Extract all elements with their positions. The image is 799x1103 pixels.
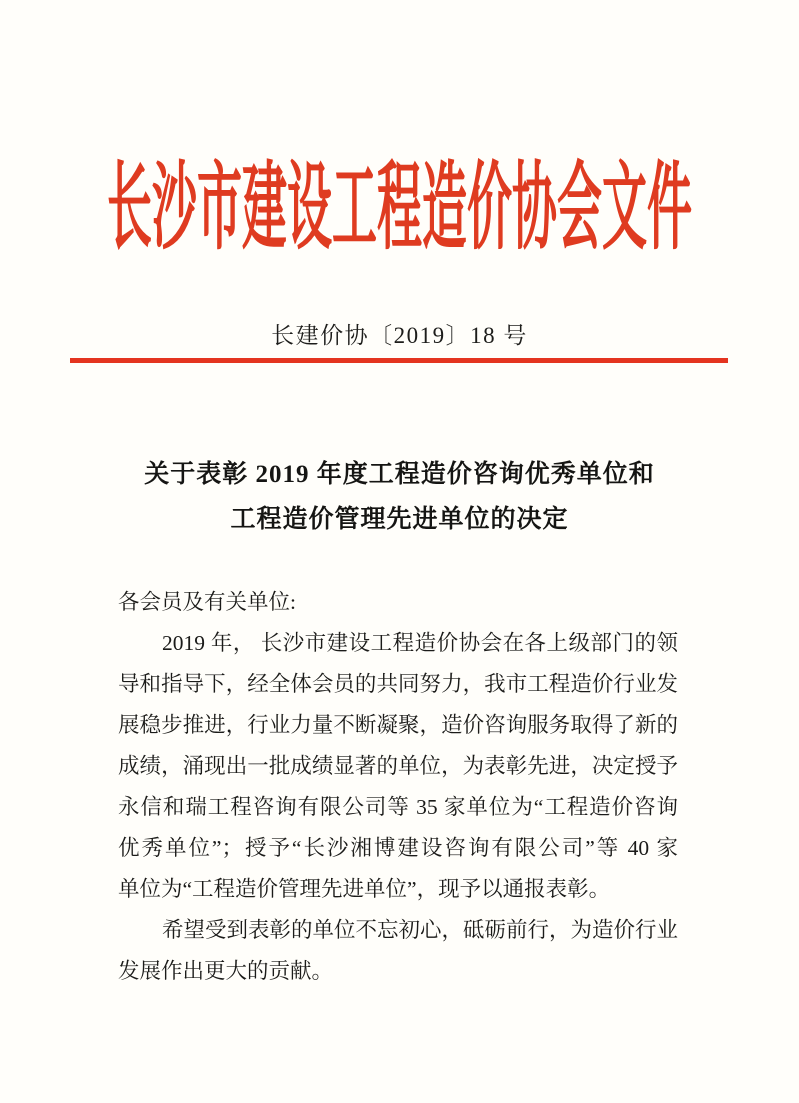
- paragraph-1-line-5: 永信和瑞工程咨询有限公司等 35 家单位为“工程造价咨询: [118, 795, 678, 819]
- salutation: 各会员及有关单位:: [118, 590, 296, 614]
- doc-number: 长建价协〔2019〕18 号: [271, 323, 528, 348]
- document-title-line-1: 关于表彰 2019 年度工程造价咨询优秀单位和: [144, 461, 655, 488]
- letterhead-org-title-text: 长沙市建设工程造价协会文件: [106, 154, 692, 261]
- paragraph-1-line-4: 成绩，涌现出一批成绩显著的单位，为表彰先进，决定授予: [118, 754, 678, 778]
- letterhead-org-title: [0, 148, 799, 261]
- paragraph-2-line-2: 发展作出更大的贡献。: [118, 959, 334, 983]
- paragraph-1-line-1: 2019 年， 长沙市建设工程造价协会在各上级部门的领: [162, 631, 678, 655]
- paragraph-1-line-6: 优秀单位”；授予“长沙湘博建设咨询有限公司”等 40 家: [118, 836, 678, 860]
- paragraph-1-line-2: 导和指导下，经全体会员的共同努力，我市工程造价行业发: [118, 672, 678, 696]
- paragraph-1-line-7: 单位为“工程造价管理先进单位”，现予以通报表彰。: [118, 877, 611, 901]
- document-title: [0, 452, 799, 542]
- paragraph-2-line-1: 希望受到表彰的单位不忘初心，砥砺前行，为造价行业: [162, 918, 679, 942]
- red-separator-rule: [70, 358, 728, 363]
- body-text: [118, 582, 678, 992]
- document-title-line-2: 工程造价管理先进单位的决定: [230, 506, 569, 533]
- paragraph-1-line-3: 展稳步推进，行业力量不断凝聚，造价咨询服务取得了新的: [118, 713, 678, 737]
